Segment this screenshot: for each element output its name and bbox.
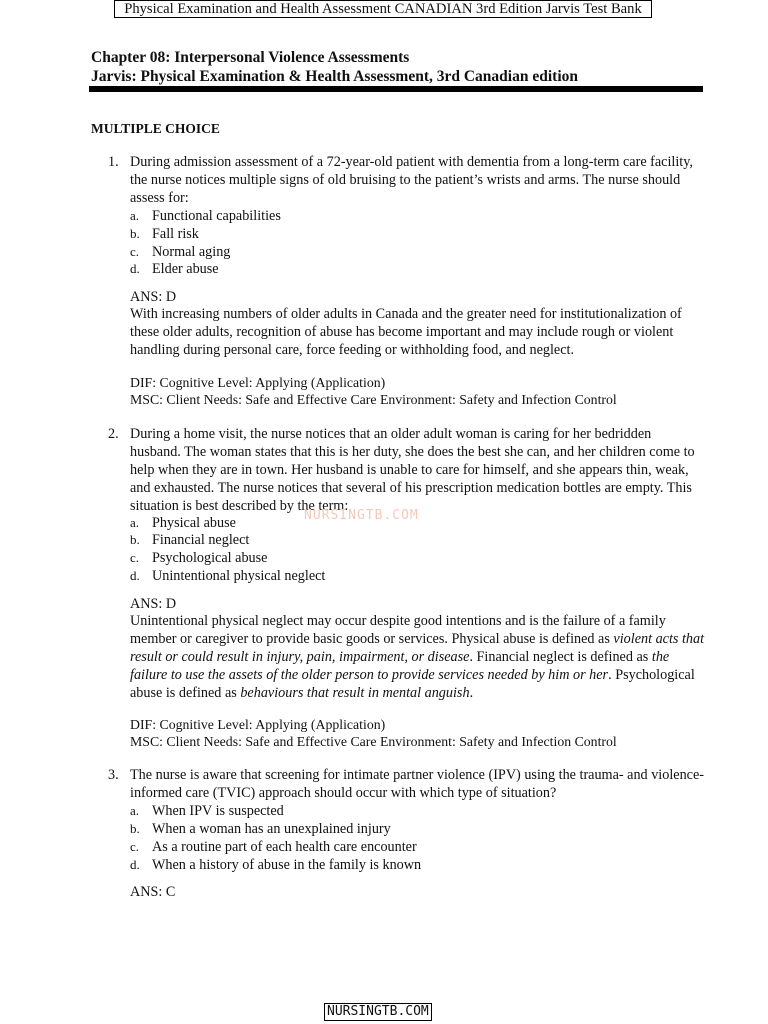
q1-option-d-letter: d. [130,261,140,276]
q1-option-a: Functional capabilities [152,208,281,224]
q1-answer: ANS: D [130,289,177,305]
q3-answer: ANS: C [130,884,176,900]
q2-rationale-italic: the failure to use the assets of the older person to provide services needed by him or her [130,649,670,683]
q2-rationale-part: . [469,685,474,701]
q2-difficulty: DIF: Cognitive Level: Applying (Application) [130,717,386,732]
q2-rationale-part: Unintentional physical neglect may occur despite good intentions and is the failure of a family member or caregiver to provide basic goods or services. Physical abuse is defined as [130,613,666,647]
q2-option-a: Physical abuse [152,515,236,531]
q2-option-a-letter: a. [130,515,140,530]
q3-option-c: As a routine part of each health care encounter [152,839,417,855]
q2-option-d-letter: d. [130,568,140,583]
q2-msc: MSC: Client Needs: Safe and Effective Care Environment: Safety and Infection Control [130,734,617,749]
question-2-stem: During a home visit, the nurse notices that an older adult woman is caring for her bedridden husband. The woman states that this is her duty, she does the best she can, and her children come to help when they are in town. Her husband is unable to care for himself, and she appears thin, weak, and exhausted. The nurse notices that several of his prescription medication bottles are empty. This situation is best described by the term: [130,426,695,514]
q3-option-c-letter: c. [130,839,140,854]
q1-option-d: Elder abuse [152,261,219,277]
document-header: Physical Examination and Health Assessment CANADIAN 3rd Edition Jarvis Test Bank [114,0,652,18]
q3-option-a: When IPV is suspected [152,803,284,819]
question-2-number: 2. [108,426,119,442]
q1-option-a-letter: a. [130,208,140,223]
q2-option-c-letter: c. [130,550,140,565]
q1-option-b-letter: b. [130,226,140,241]
q2-answer: ANS: D [130,596,177,612]
q2-rationale-italic: behaviours that result in mental anguish [240,685,470,701]
q1-option-b: Fall risk [152,226,199,242]
q1-option-c-letter: c. [130,244,140,259]
q3-option-d-letter: d. [130,857,140,872]
q2-rationale-italic: violent acts that result or could result in injury, pain, impairment, or disease [130,631,705,665]
question-3-number: 3. [108,767,119,783]
q2-option-c: Psychological abuse [152,550,268,566]
watermark: NURSINGTB.COM [304,508,419,523]
footer-site-link[interactable]: NURSINGTB.COM [324,1003,432,1021]
q2-option-b-letter: b. [130,532,140,547]
heading-rule [89,86,703,92]
q2-rationale-part: . Financial neglect is defined as [469,649,652,665]
chapter-heading [91,48,578,86]
q2-option-d: Unintentional physical neglect [152,568,326,584]
q2-rationale-part: . Psychological abuse is defined as [130,667,695,701]
chapter-title: Chapter 08: Interpersonal Violence Assessments [91,49,410,66]
q2-option-b: Financial neglect [152,532,250,548]
question-1-number: 1. [108,154,119,170]
q3-option-a-letter: a. [130,803,140,818]
q3-option-d: When a history of abuse in the family is known [152,857,422,873]
section-heading: MULTIPLE CHOICE [91,121,220,136]
q1-option-c: Normal aging [152,244,231,260]
book-title: Jarvis: Physical Examination & Health Assessment, 3rd Canadian edition [91,68,578,85]
q3-option-b: When a woman has an unexplained injury [152,821,391,837]
q1-msc: MSC: Client Needs: Safe and Effective Care Environment: Safety and Infection Control [130,392,617,407]
question-1-stem: During admission assessment of a 72-year-old patient with dementia from a long-term care facility, the nurse notices multiple signs of old bruising to the patient’s wrists and arms. The nurse should assess for: [130,154,693,206]
question-3-stem: The nurse is aware that screening for intimate partner violence (IPV) using the trauma- and violence-informed care (TVIC) approach should occur with which type of situation? [130,767,704,801]
q1-difficulty: DIF: Cognitive Level: Applying (Application) [130,375,386,390]
q2-rationale [130,612,705,702]
q3-option-b-letter: b. [130,821,140,836]
q1-rationale: With increasing numbers of older adults in Canada and the greater need for institutionalization of these older adults, recognition of abuse has become important and may include rough or violent handling during personal care, force feeding or withholding food, and neglect. [130,306,682,358]
